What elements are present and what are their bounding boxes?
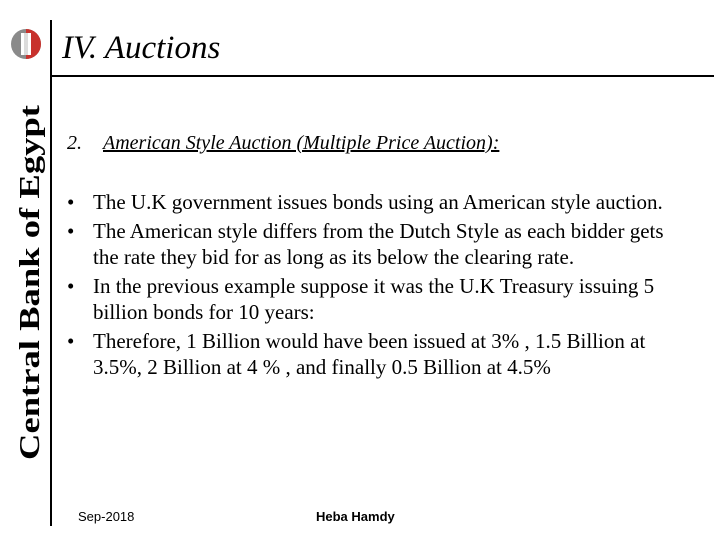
vertical-divider bbox=[50, 20, 52, 526]
bullet-text: The U.K government issues bonds using an American style auction. bbox=[93, 190, 663, 214]
bullet-text: In the previous example suppose it was the U.K Treasury issuing 5 billion bonds for 10 years: bbox=[93, 274, 655, 324]
section-heading bbox=[67, 130, 499, 156]
bullet-text: Therefore, 1 Billion would have been issued at 3% , 1.5 Billion at 3.5%, 2 Billion at 4 % , and finally 0.5 Billion at 4.5% bbox=[93, 329, 646, 379]
bullet-icon: • bbox=[67, 329, 75, 353]
bullet-list bbox=[67, 189, 677, 383]
section-heading-text: American Style Auction (Multiple Price Auction): bbox=[103, 132, 500, 154]
list-item bbox=[67, 328, 677, 380]
bullet-icon: • bbox=[67, 274, 75, 298]
footer-author: Heba Hamdy bbox=[316, 509, 395, 524]
bullet-text: The American style differs from the Dutch Style as each bidder gets the rate they bid for as long as its below the clearing rate. bbox=[93, 219, 664, 269]
page-title: IV. Auctions bbox=[62, 30, 221, 66]
vertical-title: Central Bank of Egypt bbox=[15, 188, 46, 460]
bullet-icon: • bbox=[67, 190, 75, 214]
list-item bbox=[67, 218, 677, 270]
bullet-icon: • bbox=[67, 219, 75, 243]
footer-date: Sep-2018 bbox=[78, 509, 135, 524]
list-item bbox=[67, 273, 677, 325]
list-item bbox=[67, 189, 677, 215]
horizontal-divider bbox=[50, 75, 714, 77]
vertical-title-container bbox=[0, 20, 48, 465]
section-number: 2. bbox=[67, 132, 82, 154]
